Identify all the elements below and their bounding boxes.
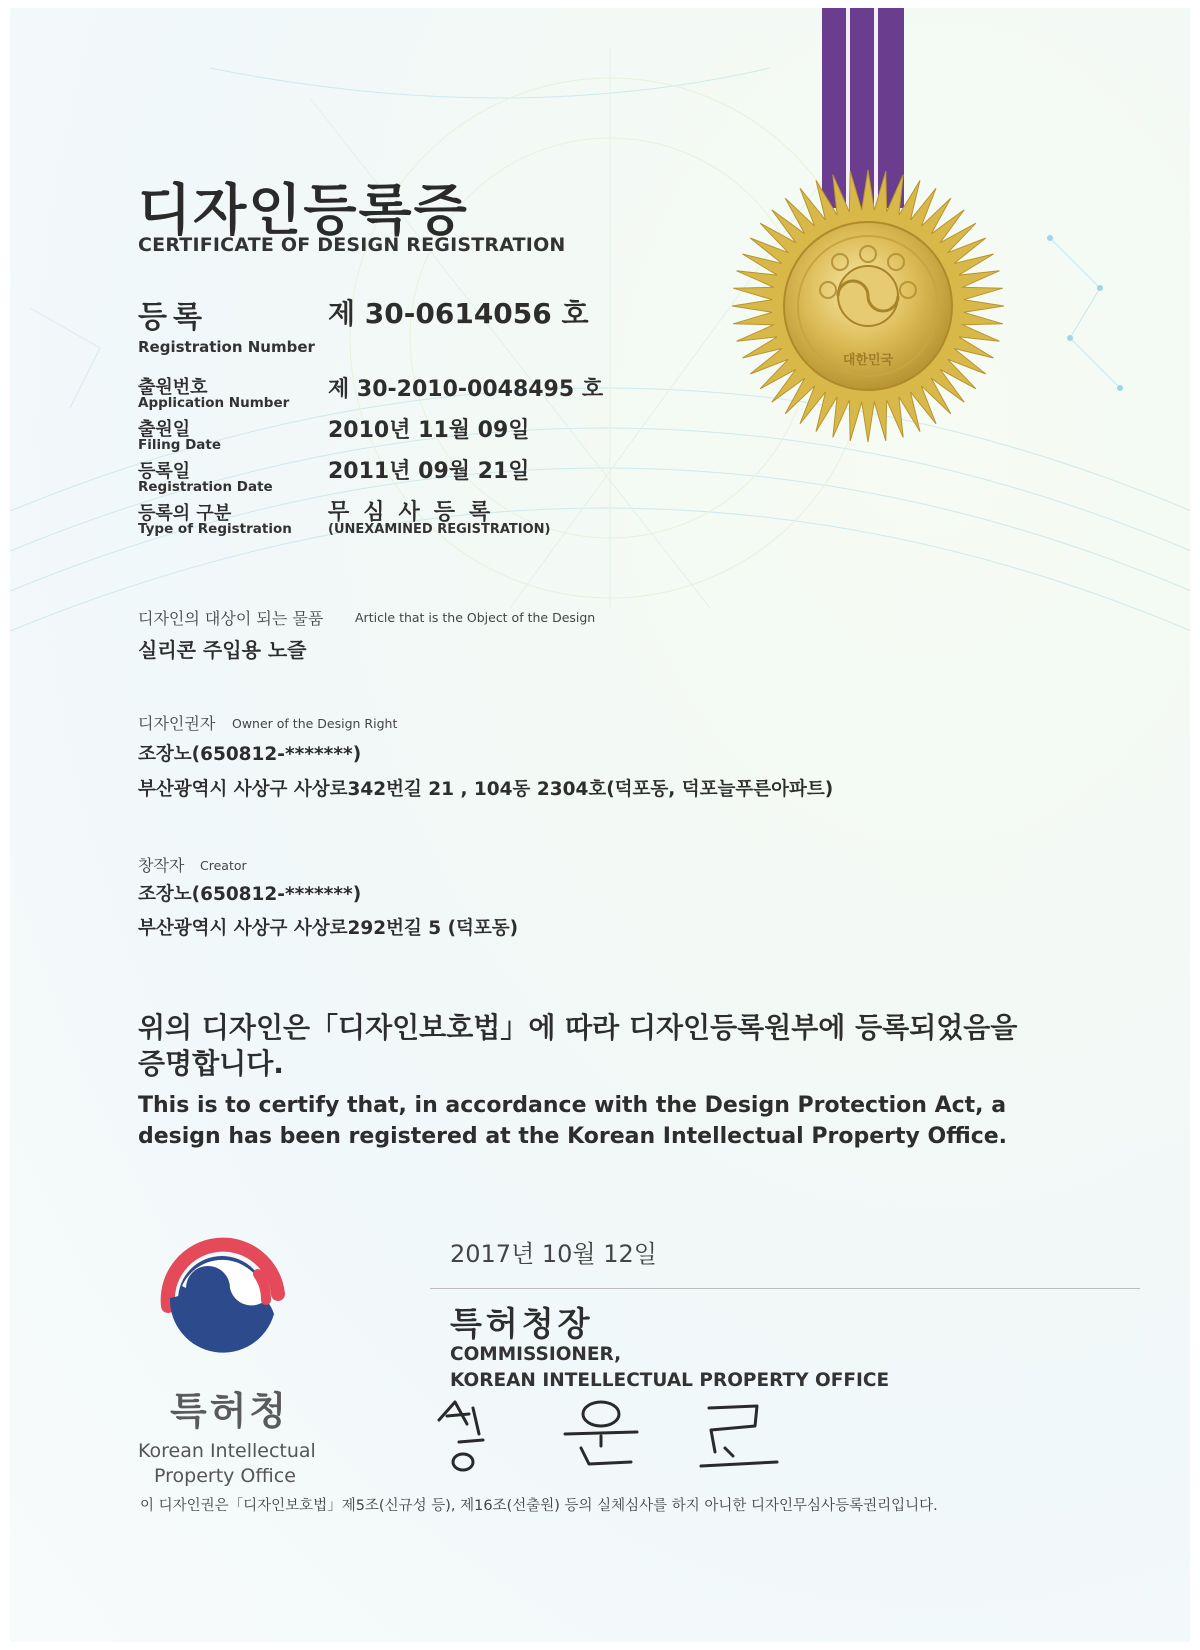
kipo-taegeuk-logo-icon: [156, 1236, 286, 1366]
owner-label-korean: 디자인권자: [138, 714, 216, 733]
certification-text-english: This is to certify that, in accordance with the Design Protection Act, a design has been registered at the Korean Intellectual Property Office.: [138, 1093, 1008, 1149]
commissioner-title-english-line1: COMMISSIONER,: [450, 1344, 622, 1365]
office-name-english-line1: Korean Intellectual: [138, 1440, 316, 1462]
commissioner-title-english-line2: KOREAN INTELLECTUAL PROPERTY OFFICE: [450, 1370, 890, 1391]
commissioner-title-korean: 특허청장: [450, 1304, 594, 1343]
creator-name: 조장노(650812-*******): [138, 884, 362, 905]
owner-name: 조장노(650812-*******): [138, 744, 362, 765]
article-value: 실리콘 주입용 노즐: [138, 638, 307, 662]
title-english: CERTIFICATE OF DESIGN REGISTRATION: [138, 234, 566, 256]
registration-date-label-english: Registration Date: [138, 479, 273, 495]
registration-label-english: Registration Number: [138, 338, 315, 356]
registration-type-label-english: Type of Registration: [138, 521, 292, 537]
creator-address: 부산광역시 사상구 사상로292번길 5 (덕포동): [138, 918, 519, 939]
application-number-value: 제 30-2010-0048495 호: [328, 377, 604, 402]
commissioner-signature: [425, 1390, 805, 1480]
certificate-paper: [10, 8, 1190, 1642]
title-korean: 디자인등록증: [138, 178, 469, 242]
filing-date-label-english: Filing Date: [138, 437, 222, 453]
footnote: 이 디자인권은「디자인보호법」제5조(신규성 등), 제16조(선출원) 등의 실체심사를 하지 아니한 디자인무심사등록권리입니다.: [140, 1498, 938, 1514]
registration-label-korean: 등록: [138, 300, 208, 335]
registration-type-value: 무심사등록: [328, 500, 505, 525]
registration-date-value: 2011년 09월 21일: [328, 459, 530, 484]
office-name-english-line2: Property Office: [154, 1465, 296, 1487]
article-label-korean: 디자인의 대상이 되는 물품: [138, 609, 324, 628]
application-number-label-korean: 출원번호: [138, 377, 208, 398]
seal-text: 대한민국: [842, 353, 894, 368]
office-name-korean: 특허청: [170, 1389, 290, 1433]
registration-type-english: (UNEXAMINED REGISTRATION): [328, 522, 551, 537]
issue-date: 2017년 10월 12일: [450, 1240, 657, 1268]
filing-date-value: 2010년 11월 09일: [328, 418, 530, 443]
registration-number: 제 30-0614056 호: [328, 297, 589, 330]
registration-type-label-korean: 등록의 구분: [138, 503, 232, 524]
signature-divider: [430, 1288, 1140, 1289]
owner-address: 부산광역시 사상구 사상로342번길 21 , 104동 2304호(덕포동, 덕포늘푸른아파트): [138, 779, 834, 800]
application-number-label-english: Application Number: [138, 395, 290, 411]
gold-seal: [728, 166, 1008, 446]
filing-date-label-korean: 출원일: [138, 419, 191, 440]
creator-label-korean: 창작자: [138, 856, 185, 875]
registration-date-label-korean: 등록일: [138, 461, 191, 482]
certification-text-korean: 위의 디자인은「디자인보호법」에 따라 디자인등록원부에 등록되었음을 증명합니다.: [138, 1011, 1018, 1080]
creator-label-english: Creator: [200, 858, 247, 873]
owner-label-english: Owner of the Design Right: [232, 716, 398, 731]
article-label-english: Article that is the Object of the Design: [355, 610, 596, 625]
